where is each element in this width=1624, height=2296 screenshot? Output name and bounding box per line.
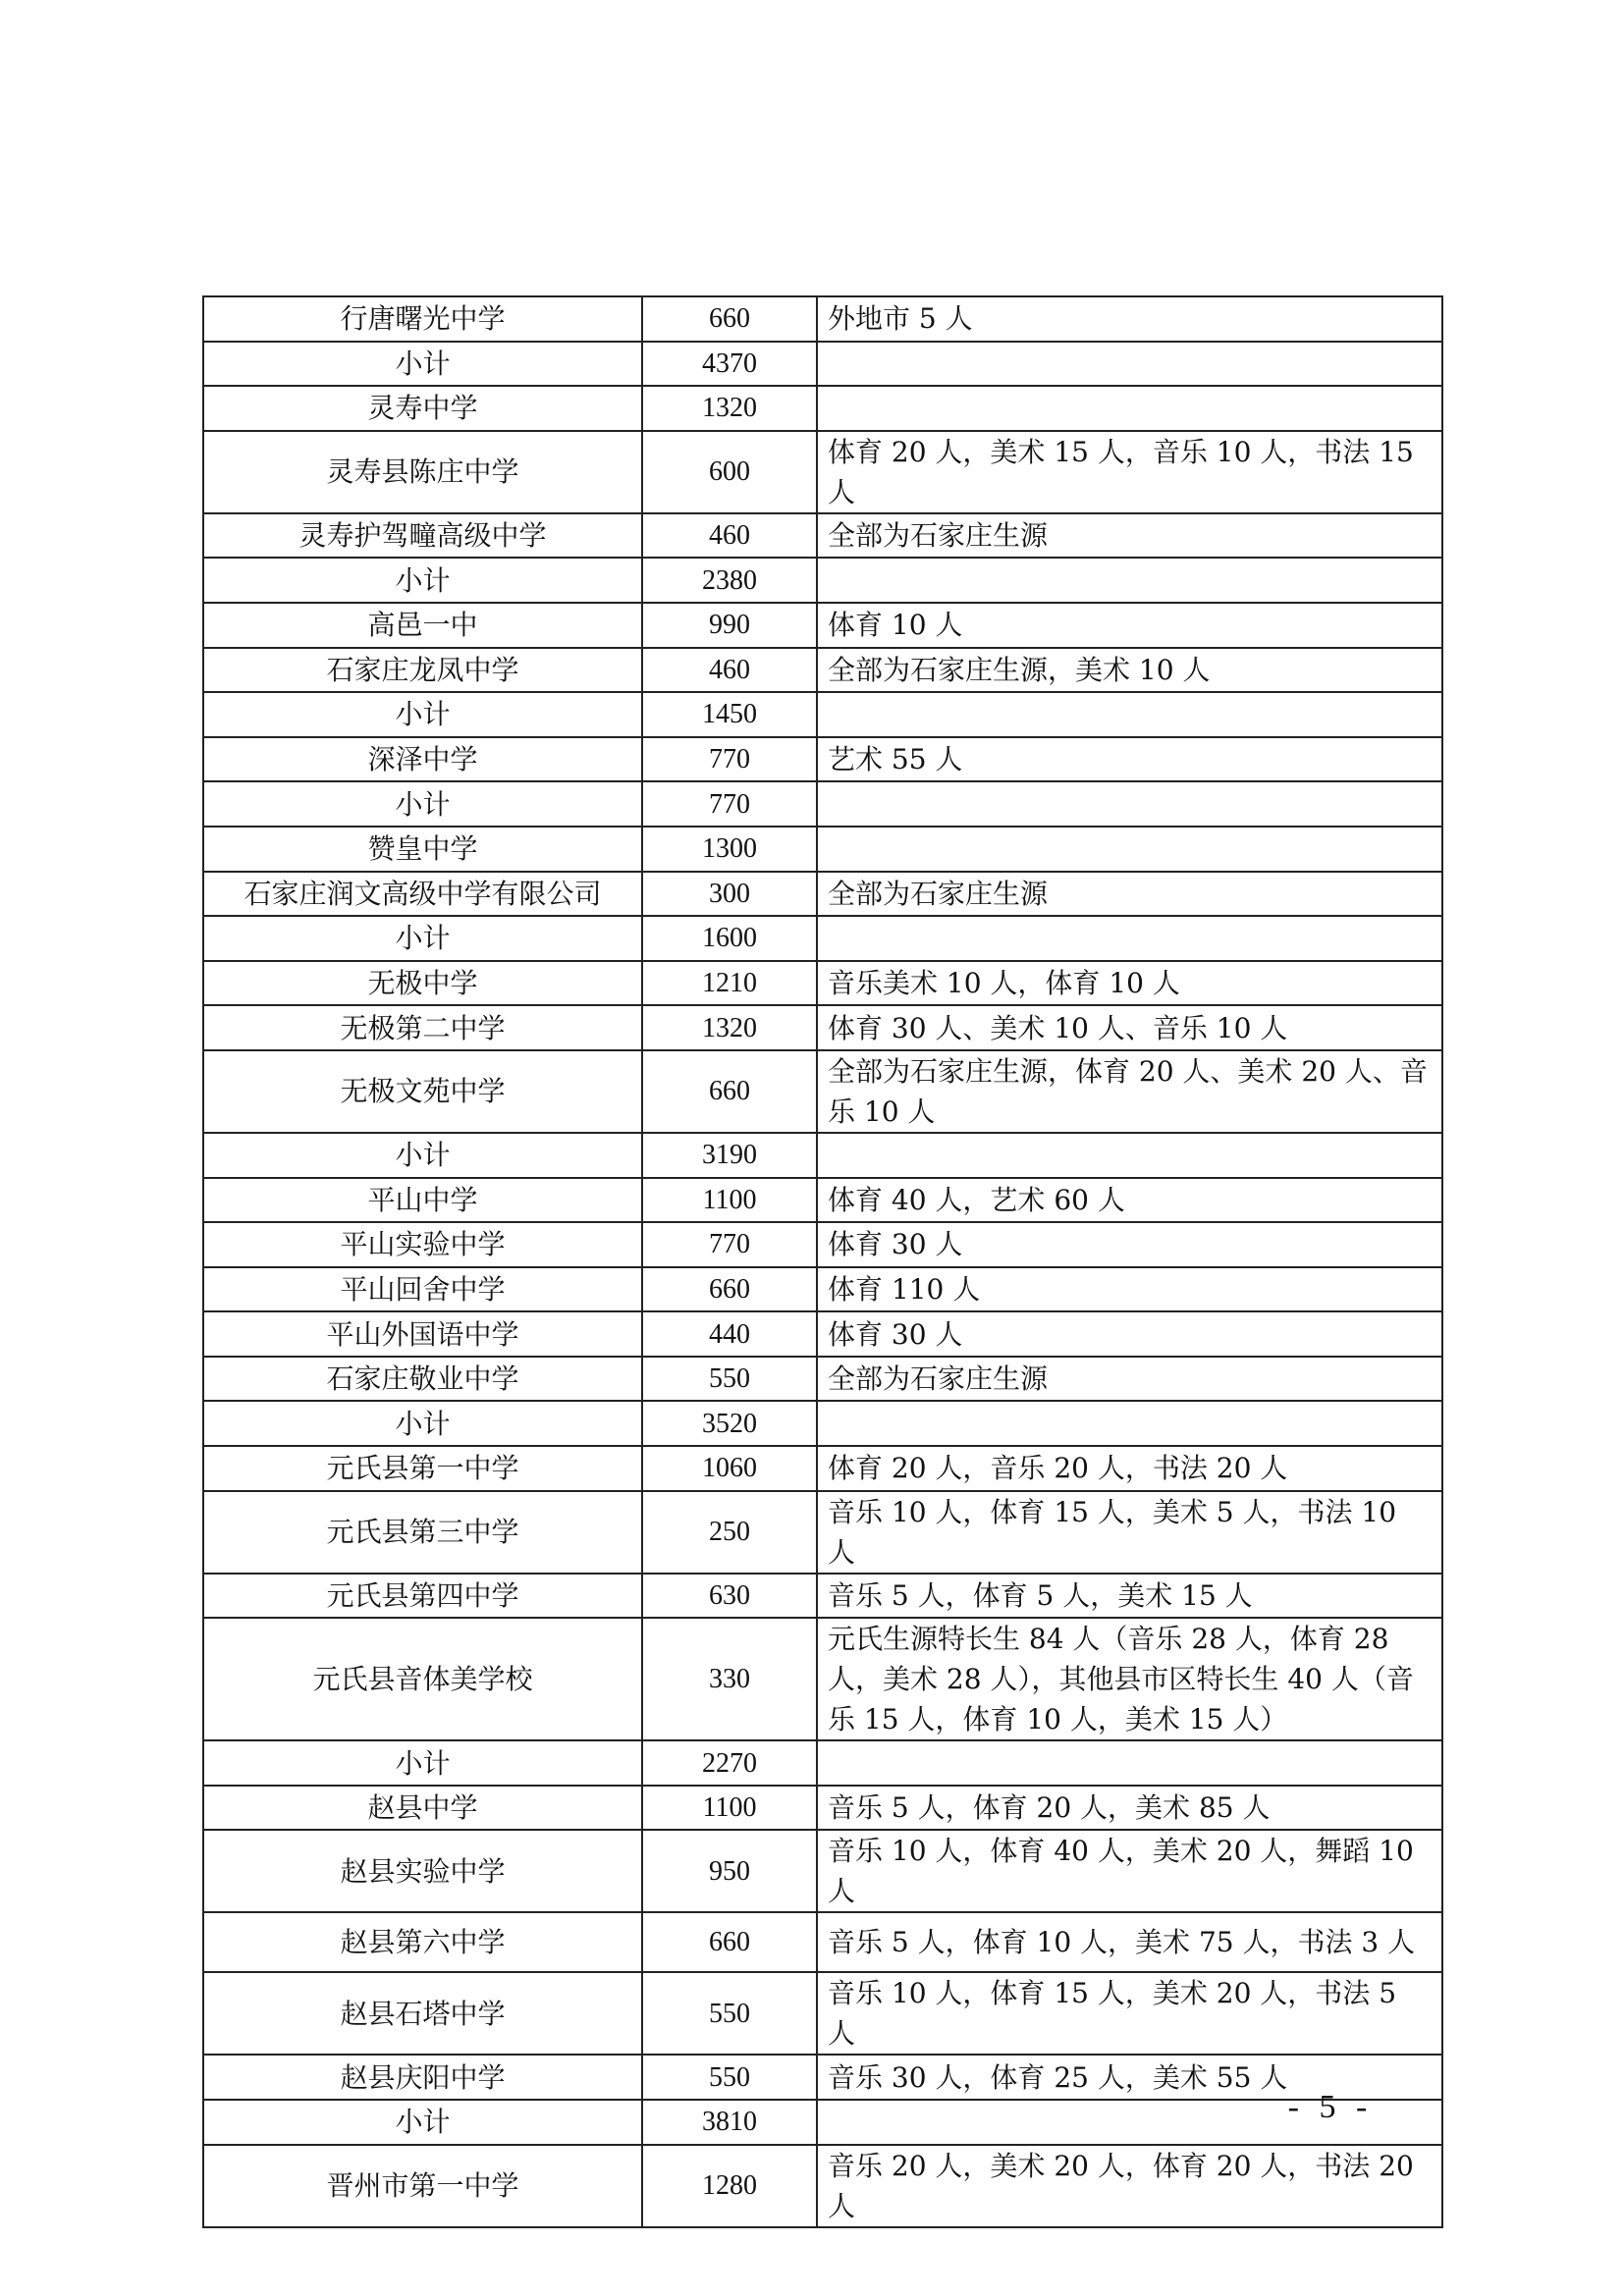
table-row [203, 872, 1442, 917]
table-row [203, 827, 1442, 872]
enrollment-count-cell: 630 [642, 1574, 817, 1619]
subtotal-row [203, 781, 1442, 827]
table-row [203, 1222, 1442, 1267]
school-name-cell: 小计 [203, 1133, 642, 1178]
school-name-cell: 无极第二中学 [203, 1005, 642, 1050]
table-row [203, 1005, 1442, 1050]
subtotal-row [203, 2100, 1442, 2145]
remarks-cell: 音乐 10 人，体育 15 人，美术 5 人，书法 10 人 [817, 1491, 1442, 1574]
school-name-cell: 行唐曙光中学 [203, 296, 642, 342]
enrollment-count-cell: 250 [642, 1491, 817, 1574]
enrollment-count-cell: 770 [642, 781, 817, 827]
enrollment-count-cell: 4370 [642, 342, 817, 387]
enrollment-count-cell: 330 [642, 1618, 817, 1740]
table-row [203, 1786, 1442, 1831]
school-name-cell: 小计 [203, 1401, 642, 1446]
enrollment-count-cell: 3520 [642, 1401, 817, 1446]
school-name-cell: 元氏县音体美学校 [203, 1618, 642, 1740]
enrollment-count-cell: 1450 [642, 692, 817, 737]
school-name-cell: 元氏县第四中学 [203, 1574, 642, 1619]
school-name-cell: 灵寿护驾疃高级中学 [203, 513, 642, 559]
remarks-cell: 体育 30 人 [817, 1311, 1442, 1357]
enrollment-count-cell: 1100 [642, 1178, 817, 1223]
school-name-cell: 高邑一中 [203, 603, 642, 648]
school-name-cell: 赞皇中学 [203, 827, 642, 872]
school-name-cell: 赵县实验中学 [203, 1830, 642, 1912]
table-row [203, 1267, 1442, 1312]
subtotal-row [203, 1133, 1442, 1178]
enrollment-count-cell: 1280 [642, 2145, 817, 2227]
table-row [203, 431, 1442, 513]
table-row [203, 1830, 1442, 1912]
remarks-cell: 全部为石家庄生源，美术 10 人 [817, 648, 1442, 693]
remarks-cell [817, 1740, 1442, 1786]
remarks-cell [817, 558, 1442, 603]
remarks-cell [817, 781, 1442, 827]
school-name-cell: 平山中学 [203, 1178, 642, 1223]
remarks-cell [817, 692, 1442, 737]
school-name-cell: 深泽中学 [203, 737, 642, 782]
enrollment-count-cell: 300 [642, 872, 817, 917]
school-name-cell: 灵寿中学 [203, 386, 642, 431]
table-row [203, 1618, 1442, 1740]
school-name-cell: 无极中学 [203, 961, 642, 1006]
remarks-cell [817, 1401, 1442, 1446]
enrollment-count-cell: 1300 [642, 827, 817, 872]
school-name-cell: 小计 [203, 558, 642, 603]
table-row [203, 648, 1442, 693]
remarks-cell [817, 827, 1442, 872]
enrollment-count-cell: 950 [642, 1830, 817, 1912]
remarks-cell: 全部为石家庄生源 [817, 513, 1442, 559]
page-number: - 5 - [1287, 2089, 1374, 2125]
school-name-cell: 平山外国语中学 [203, 1311, 642, 1357]
table-row [203, 1311, 1442, 1357]
remarks-cell: 体育 40 人，艺术 60 人 [817, 1178, 1442, 1223]
table-row [203, 603, 1442, 648]
enrollment-count-cell: 550 [642, 2055, 817, 2100]
subtotal-row [203, 1740, 1442, 1786]
enrollment-count-cell: 1210 [642, 961, 817, 1006]
table-row [203, 386, 1442, 431]
remarks-cell: 音乐 10 人，体育 15 人，美术 20 人，书法 5 人 [817, 1972, 1442, 2055]
remarks-cell: 音乐 10 人，体育 40 人，美术 20 人，舞蹈 10 人 [817, 1830, 1442, 1912]
table-row [203, 1446, 1442, 1491]
school-name-cell: 小计 [203, 1740, 642, 1786]
school-name-cell: 元氏县第一中学 [203, 1446, 642, 1491]
remarks-cell: 体育 20 人，美术 15 人，音乐 10 人，书法 15 人 [817, 431, 1442, 513]
enrollment-count-cell: 660 [642, 1267, 817, 1312]
remarks-cell [817, 1133, 1442, 1178]
school-name-cell: 灵寿县陈庄中学 [203, 431, 642, 513]
table-row [203, 1357, 1442, 1402]
enrollment-count-cell: 3190 [642, 1133, 817, 1178]
enrollment-count-cell: 1320 [642, 386, 817, 431]
table-row [203, 961, 1442, 1006]
remarks-cell: 音乐 5 人，体育 5 人，美术 15 人 [817, 1574, 1442, 1619]
school-name-cell: 赵县石塔中学 [203, 1972, 642, 2055]
enrollment-count-cell: 460 [642, 513, 817, 559]
enrollment-count-cell: 440 [642, 1311, 817, 1357]
subtotal-row [203, 558, 1442, 603]
table-row [203, 1912, 1442, 1972]
enrollment-count-cell: 460 [642, 648, 817, 693]
remarks-cell [817, 386, 1442, 431]
remarks-cell [817, 342, 1442, 387]
subtotal-row [203, 916, 1442, 961]
school-name-cell: 石家庄润文高级中学有限公司 [203, 872, 642, 917]
school-name-cell: 小计 [203, 692, 642, 737]
remarks-cell: 音乐美术 10 人，体育 10 人 [817, 961, 1442, 1006]
remarks-cell: 体育 10 人 [817, 603, 1442, 648]
table-row [203, 1178, 1442, 1223]
enrollment-count-cell: 1600 [642, 916, 817, 961]
enrollment-count-cell: 2270 [642, 1740, 817, 1786]
table-row [203, 2145, 1442, 2227]
remarks-cell: 元氏生源特长生 84 人（音乐 28 人，体育 28 人，美术 28 人），其他县市区特长生 40 人（音乐 15 人，体育 10 人，美术 15 人） [817, 1618, 1442, 1740]
enrollment-count-cell: 1320 [642, 1005, 817, 1050]
enrollment-count-cell: 1100 [642, 1786, 817, 1831]
enrollment-count-cell: 2380 [642, 558, 817, 603]
table-row [203, 2055, 1442, 2100]
table-row [203, 1972, 1442, 2055]
table-body [203, 296, 1442, 2227]
school-name-cell: 晋州市第一中学 [203, 2145, 642, 2227]
school-name-cell: 石家庄龙凤中学 [203, 648, 642, 693]
remarks-cell [817, 916, 1442, 961]
enrollment-count-cell: 3810 [642, 2100, 817, 2145]
enrollment-count-cell: 660 [642, 296, 817, 342]
remarks-cell: 全部为石家庄生源 [817, 1357, 1442, 1402]
remarks-cell: 外地市 5 人 [817, 296, 1442, 342]
school-name-cell: 无极文苑中学 [203, 1050, 642, 1133]
remarks-cell: 体育 30 人 [817, 1222, 1442, 1267]
table-row [203, 737, 1442, 782]
enrollment-count-cell: 770 [642, 1222, 817, 1267]
table-row [203, 513, 1442, 559]
remarks-cell: 音乐 30 人，体育 25 人，美术 55 人 [817, 2055, 1442, 2100]
school-name-cell: 小计 [203, 781, 642, 827]
enrollment-table [202, 295, 1443, 2228]
remarks-cell: 音乐 5 人，体育 10 人，美术 75 人，书法 3 人 [817, 1912, 1442, 1972]
remarks-cell: 艺术 55 人 [817, 737, 1442, 782]
school-name-cell: 石家庄敬业中学 [203, 1357, 642, 1402]
school-name-cell: 小计 [203, 916, 642, 961]
school-name-cell: 赵县中学 [203, 1786, 642, 1831]
school-name-cell: 元氏县第三中学 [203, 1491, 642, 1574]
table-row [203, 1491, 1442, 1574]
enrollment-count-cell: 770 [642, 737, 817, 782]
enrollment-count-cell: 990 [642, 603, 817, 648]
subtotal-row [203, 1401, 1442, 1446]
enrollment-count-cell: 660 [642, 1912, 817, 1972]
school-name-cell: 平山实验中学 [203, 1222, 642, 1267]
table-row [203, 1574, 1442, 1619]
school-name-cell: 赵县庆阳中学 [203, 2055, 642, 2100]
table-row [203, 1050, 1442, 1133]
enrollment-count-cell: 600 [642, 431, 817, 513]
school-name-cell: 小计 [203, 2100, 642, 2145]
enrollment-count-cell: 1060 [642, 1446, 817, 1491]
remarks-cell: 全部为石家庄生源 [817, 872, 1442, 917]
remarks-cell: 体育 110 人 [817, 1267, 1442, 1312]
remarks-cell: 体育 20 人，音乐 20 人，书法 20 人 [817, 1446, 1442, 1491]
enrollment-count-cell: 550 [642, 1357, 817, 1402]
enrollment-count-cell: 660 [642, 1050, 817, 1133]
school-name-cell: 小计 [203, 342, 642, 387]
table-row [203, 296, 1442, 342]
enrollment-count-cell: 550 [642, 1972, 817, 2055]
subtotal-row [203, 692, 1442, 737]
remarks-cell: 音乐 5 人，体育 20 人，美术 85 人 [817, 1786, 1442, 1831]
school-name-cell: 平山回舍中学 [203, 1267, 642, 1312]
remarks-cell: 音乐 20 人，美术 20 人，体育 20 人，书法 20 人 [817, 2145, 1442, 2227]
school-name-cell: 赵县第六中学 [203, 1912, 642, 1972]
remarks-cell: 全部为石家庄生源，体育 20 人、美术 20 人、音乐 10 人 [817, 1050, 1442, 1133]
subtotal-row [203, 342, 1442, 387]
remarks-cell: 体育 30 人、美术 10 人、音乐 10 人 [817, 1005, 1442, 1050]
